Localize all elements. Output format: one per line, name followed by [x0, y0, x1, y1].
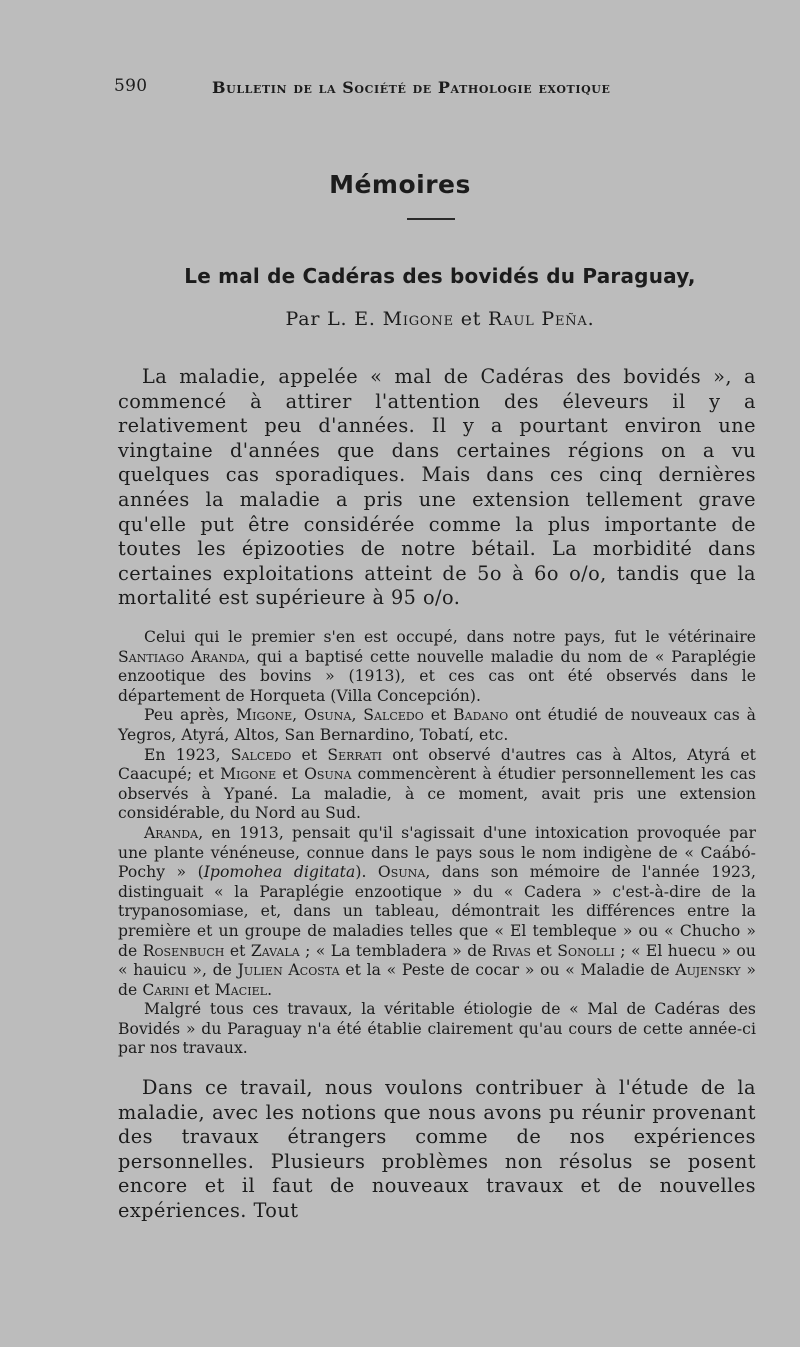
page-number: 590 [114, 76, 148, 96]
text: et [229, 941, 246, 960]
name-badano: Badano [453, 706, 509, 725]
text: , dans son mémoire de l'année 1923, distinguait « la Paraplégie enzootique » du « Cadera » c'est-à-dire de la trypanosomiase, et, dans un tableau, démontrait les différences entre la première et un groupe de maladies telles que « El tembleque » ou « Chucho » de [118, 863, 757, 960]
text: , qui a baptisé cette nouvelle maladie du nom de « Paraplégie enzootique des bovins » (1913), et ces cas ont été observés dans le département de Horqueta (Villa Concepción). [118, 647, 756, 705]
section-title: Mémoires [329, 170, 471, 199]
intro-paragraph: La maladie, appelée « mal de Cadéras des bovidés », a commencé à attirer l'attention des éleveurs il y a relativement peu d'années. Il y a pourtant environ une vingtaine d'années que dans certaines régions on a vu quelques cas sporadiques. Mais dans ces cinq dernières années la maladie a pris une extension tellement grave qu'elle put être considérée comme la plus importante de toutes les épizooties de notre bétail. La morbidité dans certaines exploitations atteint de 5o à 6o o/o, tandis que la mortalité est supérieure à 95 o/o. [118, 365, 756, 610]
history-paragraph-3 [118, 746, 756, 824]
name-sonolli: Sonolli [557, 941, 615, 960]
text: et [430, 706, 447, 725]
title-rule [407, 218, 455, 220]
name-julien-acosta: Julien Acosta [237, 961, 340, 980]
name-maciel: Maciel [214, 980, 268, 999]
text: En 1923, [144, 745, 221, 764]
name-migone: Migone [220, 765, 277, 784]
author-byline [120, 308, 760, 330]
name-osuna: Osuna [304, 765, 352, 784]
history-section [118, 628, 756, 1059]
text: » de [118, 961, 756, 999]
name-rosenbuch: Rosenbuch [142, 941, 225, 960]
text: . [267, 980, 273, 999]
text: commencèrent à étudier personnellement les cas observés à Ypané. La maladie, à ce moment, avait pris une extension considérable, du Nord au Sud. [118, 765, 756, 823]
text: ont observé d'autres cas à Altos, Atyrá et Caacupé; et [118, 745, 757, 784]
text: ; « La tembladera » de [305, 941, 487, 960]
history-paragraph-4 [118, 824, 756, 1000]
byline-prefix: Par L. E. [285, 308, 376, 330]
name-migone: Migone [236, 706, 293, 725]
name-osuna: Osuna [377, 863, 426, 882]
text: et [282, 765, 298, 784]
history-paragraph-2: Peu après, Migone, Osuna, Salcedo et Badano ont étudié de nouveaux cas à Yegros, Atyrá, Altos, San Bernardino, Tobatí, etc. [118, 706, 756, 744]
name-osuna: Osuna [304, 706, 352, 725]
name-santiago-aranda: Santiago Aranda [118, 647, 246, 666]
name-carini: Carini [142, 980, 190, 999]
byline-and: et [460, 308, 482, 330]
journal-title: Bulletin de la Société de Pathologie exotique [212, 78, 611, 97]
text: et [194, 980, 210, 999]
text: ). [355, 863, 367, 882]
text: et [536, 941, 552, 960]
latin-name: Ipomohea digitata [203, 863, 356, 882]
text: Celui qui le premier s'en est occupé, dans notre pays, fut le vétérinaire [144, 628, 756, 646]
article-title: Le mal de Cadéras des bovidés du Paraguay, [184, 264, 696, 288]
name-salcedo: Salcedo [363, 706, 424, 725]
author-migone: Migone [382, 308, 454, 330]
intro-paragraph-block [118, 365, 756, 611]
name-salcedo: Salcedo [230, 745, 292, 764]
text: ; « El huecu » ou « hauicu », de [118, 941, 756, 980]
text: et la « Peste de cocar » ou « Maladie de [345, 961, 670, 980]
text: et [301, 745, 318, 764]
name-serrati: Serrati [327, 745, 382, 764]
text: , en 1913, pensait qu'il s'agissait d'une intoxication provoquée par une plante vénéneuse, connue dans le pays sous le nom indigène de « Caábó-Pochy » ( [118, 823, 756, 882]
text: Peu après, [144, 706, 230, 725]
author-pena: Raul Peña. [488, 308, 595, 330]
history-paragraph-5: Malgré tous ces travaux, la véritable étiologie de « Mal de Cadéras des Bovidés » du Paraguay n'a été établie clairement qu'au cours de cette année-ci par nos travaux. [118, 1000, 756, 1058]
name-aranda: Aranda [144, 823, 199, 842]
text: ont étudié de nouveaux cas à Yegros, Atyrá, Altos, San Bernardino, Tobatí, etc. [118, 706, 756, 744]
history-paragraph-1 [118, 628, 756, 706]
conclusion-paragraph-block [118, 1076, 756, 1224]
name-zavala: Zavala [250, 941, 300, 960]
name-rivas: Rivas [491, 941, 531, 960]
name-aujensky: Aujensky [675, 961, 741, 980]
conclusion-paragraph: Dans ce travail, nous voulons contribuer à l'étude de la maladie, avec les notions que nous avons pu réunir provenant des travaux étrangers comme de nos expériences personnelles. Plusieurs problèmes non résolus se posent encore et il faut de nouveaux travaux et de nouvelles expériences. Tout [118, 1076, 756, 1222]
